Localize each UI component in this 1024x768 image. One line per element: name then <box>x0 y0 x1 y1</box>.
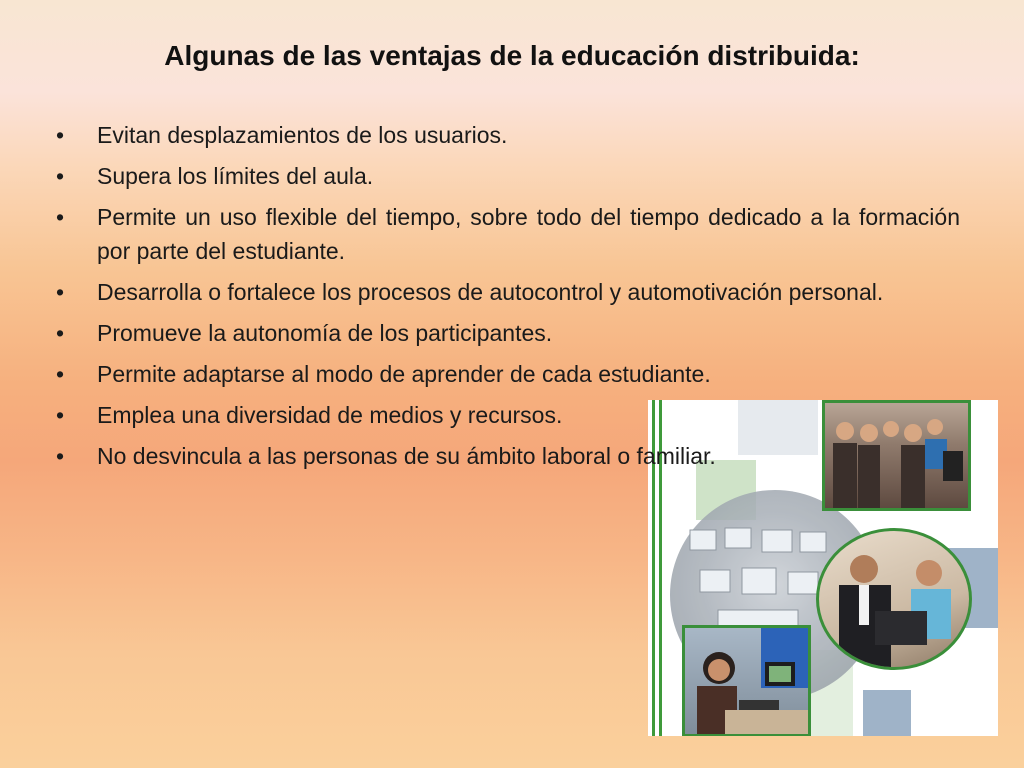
bullet-text: Emplea una diversidad de medios y recursos. <box>97 402 563 428</box>
bullet-icon: • <box>56 402 65 428</box>
bullet-item <box>56 275 960 309</box>
bullet-item <box>56 439 960 473</box>
bullet-text: Supera los límites del aula. <box>97 163 374 189</box>
bullet-icon: • <box>56 443 65 469</box>
bullet-text: Permite un uso flexible del tiempo, sobre todo del tiempo dedicado a la formación por parte del estudiante. <box>97 204 960 264</box>
bullet-icon: • <box>56 204 65 230</box>
bullet-text: Permite adaptarse al modo de aprender de cada estudiante. <box>97 361 711 387</box>
bullet-list <box>56 118 960 480</box>
bullet-item <box>56 316 960 350</box>
slide-title: Algunas de las ventajas de la educación distribuida: <box>164 40 860 71</box>
bullet-item <box>56 357 960 391</box>
bullet-icon: • <box>56 122 65 148</box>
bullet-item <box>56 159 960 193</box>
bullet-text: Desarrolla o fortalece los procesos de autocontrol y automotivación personal. <box>97 279 884 305</box>
bullet-item <box>56 398 960 432</box>
bullet-icon: • <box>56 361 65 387</box>
students-at-laptop-illustration <box>819 531 969 667</box>
bullet-icon: • <box>56 163 65 189</box>
bullet-item <box>56 118 960 152</box>
bullet-icon: • <box>56 320 65 346</box>
bullet-icon: • <box>56 279 65 305</box>
bullet-text: Evitan desplazamientos de los usuarios. <box>97 122 508 148</box>
bullet-text: Promueve la autonomía de los participantes. <box>97 320 553 346</box>
student-desk-illustration <box>685 628 808 734</box>
bullet-text: No desvincula a las personas de su ámbito laboral o familiar. <box>97 443 716 469</box>
students-computer-photo <box>816 528 972 670</box>
bullet-item <box>56 200 960 268</box>
student-desk-photo <box>682 625 811 736</box>
